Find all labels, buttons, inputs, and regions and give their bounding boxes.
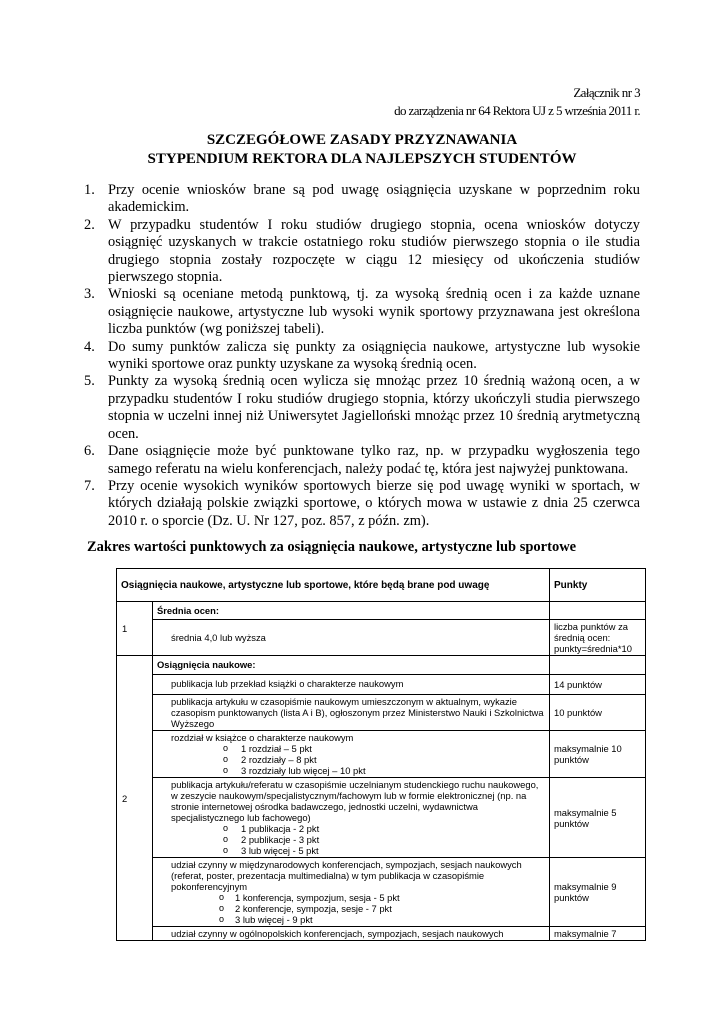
category-heading: Średnia ocen: [153, 602, 550, 620]
rule-text: W przypadku studentów I roku studiów drugiego stopnia, ocena wniosków dotyczy osiągnięć uzyskanych w trakcie ostatniego roku studiów pierwszego stopnia o ile studia drugiego stopnia zostały rozpoczęte w ciągu 12 miesięcy od ukończenia studiów pierwszego stopnia. [108, 216, 640, 286]
scoring-item: o 2 publikacje - 3 pkt [171, 834, 545, 845]
achievement-points: 10 punktów [550, 695, 646, 731]
achievement-points: maksymalnie 5 punktów [550, 778, 646, 858]
achievement-description-text: udział czynny w międzynarodowych konferencjach, sympozjach, sesjach naukowych (referat, poster, prezentacja multimedialna) w tym publikacja w czasopiśmie pokonferencyjnym [171, 859, 522, 892]
rule-number: 4. [84, 338, 95, 355]
achievement-description: publikacja artykułu w czasopiśmie naukowym umieszczonym w aktualnym, wykazie czasopism punktowanych (lista A i B), ogłoszonym przez Ministerstwo Nauki i Szkolnictwa Wyższego [153, 695, 550, 731]
achievement-points: liczba punktów za średnią ocen: punkty=średnia*10 [550, 620, 646, 656]
row-number: 1 [117, 602, 153, 656]
rule-item [80, 217, 640, 287]
document-title [0, 131, 724, 169]
achievement-description [153, 858, 550, 927]
achievement-points: maksymalnie 9 punktów [550, 858, 646, 927]
achievement-description [153, 778, 550, 858]
rule-number: 7. [84, 477, 95, 494]
achievement-description: udział czynny w ogólnopolskich konferencjach, sympozjach, sesjach naukowych [153, 927, 550, 941]
table-row [117, 656, 646, 675]
scoring-item: o 3 lub więcej - 9 pkt [171, 914, 545, 925]
category-heading: Osiągnięcia naukowe: [153, 656, 550, 675]
table-row [117, 927, 646, 941]
scoring-item: o 1 konferencja, sympozjum, sesja - 5 pkt [171, 892, 545, 903]
header-points: Punkty [550, 569, 646, 602]
table-row [117, 602, 646, 620]
achievement-points: maksymalnie 7 [550, 927, 646, 941]
achievement-description [153, 731, 550, 778]
scoring-item: o 3 lub więcej - 5 pkt [171, 845, 545, 856]
rule-text: Punkty za wysoką średnią ocen wylicza się mnożąc przez 10 średnią ważoną ocen, a w przypadku studentów I roku studiów drugiego stopnia, którzy ukończyli studia pierwszego stopnia w uczelni innej niż Uniwersytet Jagielloński mnożąc przez 10 średnią arytmetyczną ocen. [108, 373, 640, 442]
achievement-description-text: rozdział w książce o charakterze naukowym [171, 732, 354, 743]
achievement-description: publikacja lub przekład książki o charakterze naukowym [153, 675, 550, 695]
achievement-description: średnia 4,0 lub wyższa [153, 620, 550, 656]
table-row [117, 731, 646, 778]
document-title-line2: STYPENDIUM REKTORA DLA NAJLEPSZYCH STUDENTÓW [147, 151, 577, 167]
table-row [117, 620, 646, 656]
table-row [117, 858, 646, 927]
rule-item [80, 478, 640, 530]
scoring-item: o 3 rozdziały lub więcej – 10 pkt [171, 765, 545, 776]
rule-number: 3. [84, 286, 95, 303]
scoring-item: o 1 publikacja - 2 pkt [171, 823, 545, 834]
rule-text: Do sumy punktów zalicza się punkty za osiągnięcia naukowe, artystyczne lub wysokie wyniki sportowe oraz punkty uzyskane za wysoką średnią ocen. [108, 338, 640, 373]
table-row [117, 695, 646, 731]
rule-item [80, 443, 640, 478]
row-number: 2 [117, 656, 153, 941]
annex-reference: do zarządzenia nr 64 Rektora UJ z 5 września 2011 r. [394, 103, 640, 118]
rule-item [80, 182, 640, 217]
rule-number: 6. [84, 443, 95, 460]
rule-text: Przy ocenie wysokich wyników sportowych bierze się pod uwagę wyniki w sportach, w których działają polskie związki sportowe, o których mowa w ustawie z dnia 25 czerwca 2010 r. o sporcie (Dz. U. Nr 127, poz. 857, z późn. zm). [108, 477, 640, 529]
rule-number: 1. [84, 182, 95, 198]
achievement-points: 14 punktów [550, 675, 646, 695]
rule-item [80, 286, 640, 338]
scoring-item: o 2 rozdziały – 8 pkt [171, 754, 545, 765]
rule-item [80, 373, 640, 443]
empty-cell [550, 656, 646, 675]
achievement-points: maksymalnie 10 punktów [550, 731, 646, 778]
rule-item [80, 339, 640, 374]
achievement-description-text: publikacja artykułu/referatu w czasopiśmie uczelnianym studenckiego ruchu naukowego, w zeszycie naukowym/specjalistycznym/fachowym lub w formie elektronicznej (np. na stronie internetowej ośrodka badawczego, jednostki uczelni, wydawnictwa specjalistycznego lub fachowego) [171, 779, 539, 823]
rule-number: 2. [84, 216, 95, 233]
rule-text: Dane osiągnięcie może być punktowane tylko raz, np. w przypadku wygłoszenia tego samego referatu na wielu konferencjach, należy podać tę, która jest najwyżej punktowana. [108, 443, 640, 477]
table-row [117, 778, 646, 858]
table-row [117, 675, 646, 695]
points-table [116, 568, 646, 941]
rule-number: 5. [84, 373, 95, 390]
scoring-item: o 1 rozdział – 5 pkt [171, 743, 545, 754]
scoring-item: o 2 konferencje, sympozja, sesje - 7 pkt [171, 903, 545, 914]
rule-text: Przy ocenie wniosków brane są pod uwagę osiągnięcia uzyskane w poprzednim roku akademickim. [108, 182, 640, 216]
annex-note [394, 84, 640, 120]
document-title-line1: SZCZEGÓŁOWE ZASADY PRZYZNAWANIA [206, 132, 518, 148]
table-header-row [117, 569, 646, 602]
annex-number: Załącznik nr 3 [573, 85, 640, 100]
rule-text: Wnioski są oceniane metodą punktową, tj. za wysoką średnią ocen i za każde uznane osiągnięcie naukowe, artystyczne lub wysoki wynik sportowy przyznawana jest określona liczba punktów (wg poniższej tabeli). [108, 286, 640, 338]
section-title: Zakres wartości punktowych za osiągnięcia naukowe, artystyczne lub sportowe [87, 539, 577, 555]
header-description: Osiągnięcia naukowe, artystyczne lub sportowe, które będą brane pod uwagę [117, 569, 550, 602]
rules-list [80, 182, 640, 530]
empty-cell [550, 602, 646, 620]
